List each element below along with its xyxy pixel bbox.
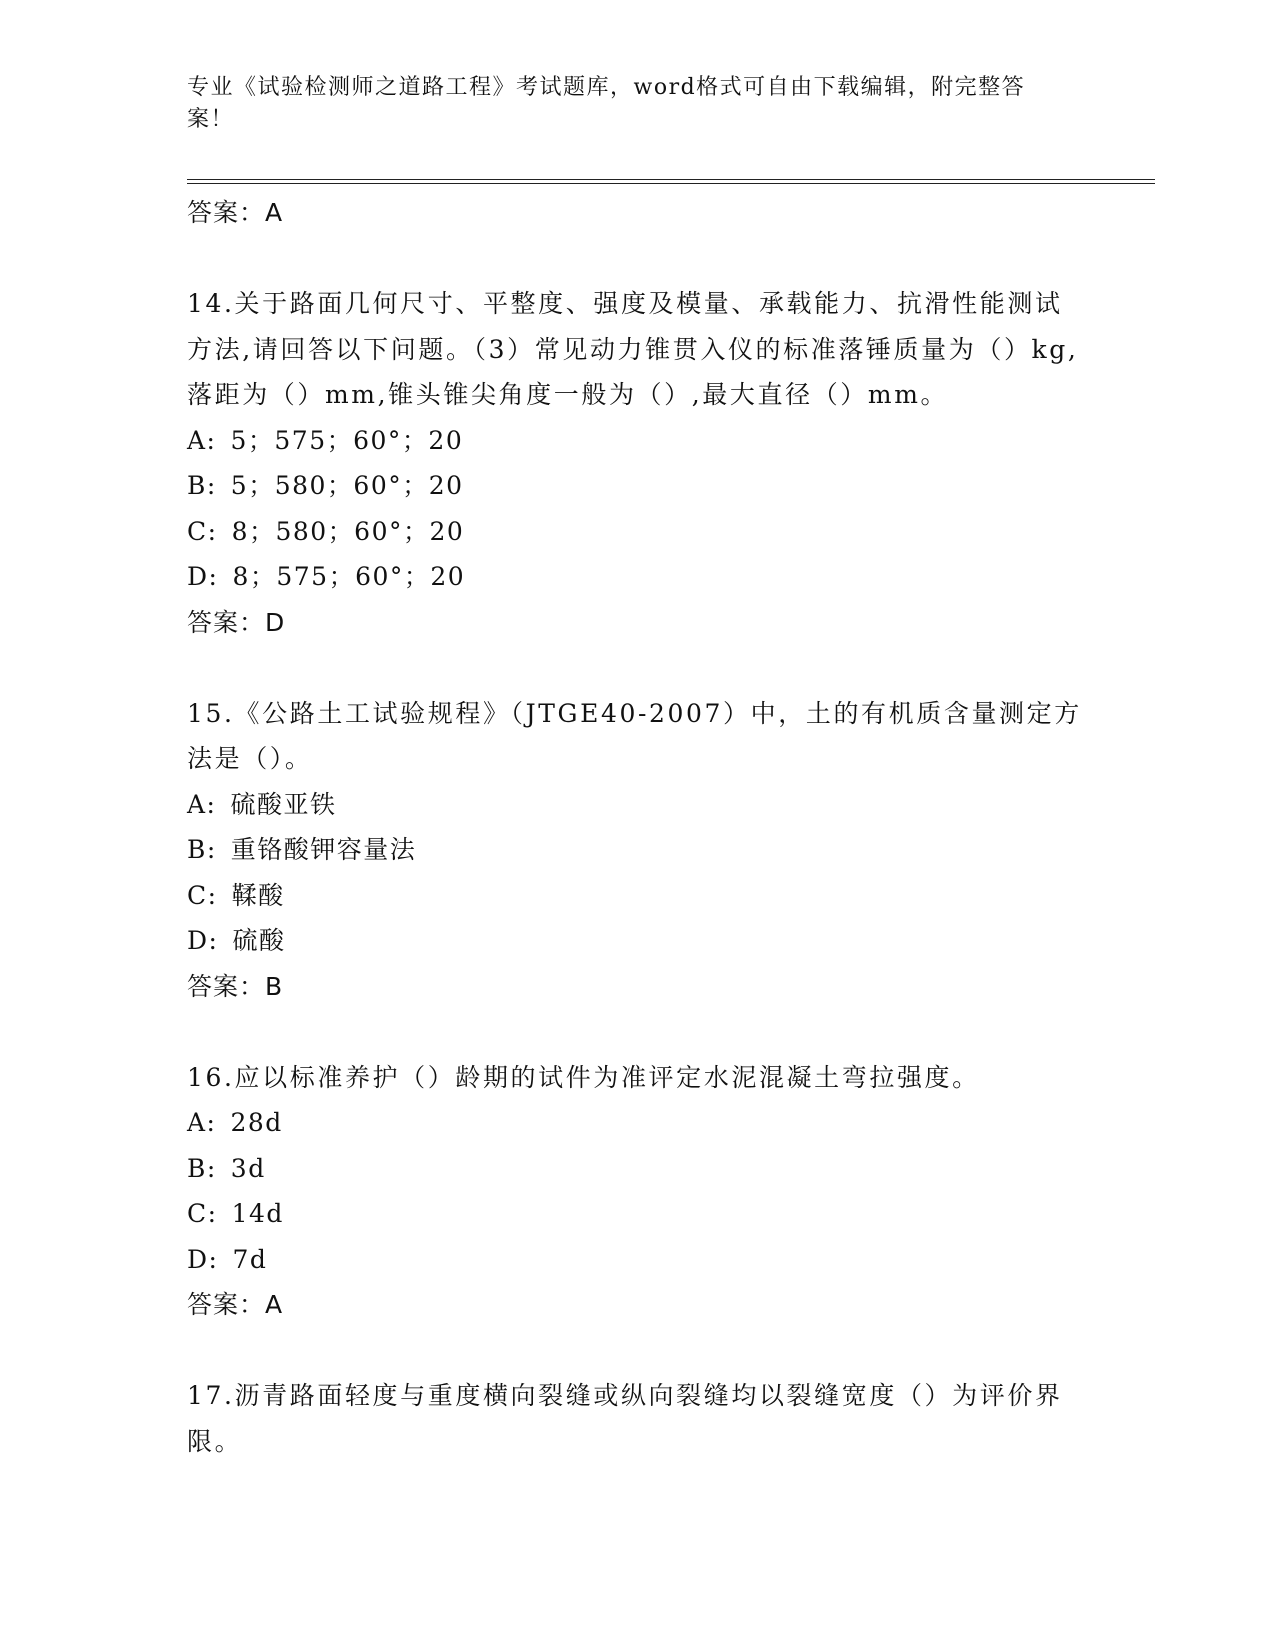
question-list bbox=[187, 190, 1087, 1464]
question-block bbox=[187, 1055, 1087, 1329]
option-d bbox=[187, 554, 1087, 600]
answer-line: 答案：A bbox=[187, 1290, 284, 1319]
option-text: 鞣酸 bbox=[231, 880, 285, 910]
question-text: 15.《公路土工试验规程》（JTGE40-2007）中，土的有机质含量测定方法是（）。 bbox=[187, 698, 1082, 773]
option-label: B: bbox=[187, 471, 217, 500]
option-text: 7d bbox=[232, 1244, 268, 1274]
option-text: 5；580；60°；20 bbox=[230, 471, 464, 500]
option-c bbox=[187, 509, 1087, 555]
answer-line: 答案：B bbox=[187, 971, 284, 1001]
option-d bbox=[187, 918, 1087, 964]
option-b bbox=[187, 463, 1087, 509]
option-a bbox=[187, 782, 1087, 828]
option-c bbox=[187, 1191, 1087, 1237]
option-b bbox=[187, 827, 1087, 873]
option-text: 8；580；60°；20 bbox=[231, 516, 465, 546]
question-text: 17.沥青路面轻度与重度横向裂缝或纵向裂缝均以裂缝宽度（）为评价界限。 bbox=[187, 1381, 1063, 1456]
option-b bbox=[187, 1146, 1087, 1192]
option-a bbox=[187, 1100, 1087, 1146]
option-label: D: bbox=[187, 1244, 219, 1274]
question-text: 16.应以标准养护（）龄期的试件为准评定水泥混凝土弯拉强度。 bbox=[187, 1062, 980, 1092]
option-text: 3d bbox=[230, 1153, 266, 1183]
option-a bbox=[187, 418, 1087, 464]
option-d bbox=[187, 1237, 1087, 1283]
header-rule bbox=[187, 183, 1155, 184]
option-label: C: bbox=[187, 516, 218, 546]
option-label: A: bbox=[187, 425, 217, 455]
question-block bbox=[187, 691, 1087, 1010]
document-header: 专业《试验检测师之道路工程》考试题库，word格式可自由下载编辑，附完整答案！ bbox=[187, 75, 1026, 132]
answer-line: 答案：A bbox=[187, 198, 284, 227]
option-label: A: bbox=[187, 1108, 217, 1137]
option-label: D: bbox=[187, 562, 219, 591]
option-label: B: bbox=[187, 835, 217, 864]
question-block bbox=[187, 281, 1087, 646]
option-text: 14d bbox=[231, 1199, 284, 1228]
option-text: 硫酸亚铁 bbox=[230, 789, 337, 819]
option-label: A: bbox=[187, 789, 217, 819]
option-text: 8；575；60°；20 bbox=[232, 562, 466, 591]
answer-line: 答案：D bbox=[187, 607, 286, 637]
option-text: 5；575；60°；20 bbox=[230, 425, 464, 455]
option-label: B: bbox=[187, 1153, 217, 1183]
question-text: 14.关于路面几何尺寸、平整度、强度及模量、承载能力、抗滑性能测试方法,请回答以下问题。（3）常见动力锥贯入仪的标准落锤质量为（）kg,落距为（）mm,锥头锥尖角度一般为（）,最大直径（）mm。 bbox=[187, 289, 1079, 409]
option-text: 28d bbox=[230, 1108, 283, 1137]
option-label: C: bbox=[187, 880, 218, 910]
option-label: D: bbox=[187, 926, 219, 955]
option-c bbox=[187, 873, 1087, 919]
option-text: 硫酸 bbox=[232, 926, 286, 955]
option-label: C: bbox=[187, 1199, 218, 1228]
header-rule bbox=[187, 179, 1155, 180]
option-text: 重铬酸钾容量法 bbox=[230, 835, 417, 864]
question-block bbox=[187, 1373, 1087, 1464]
